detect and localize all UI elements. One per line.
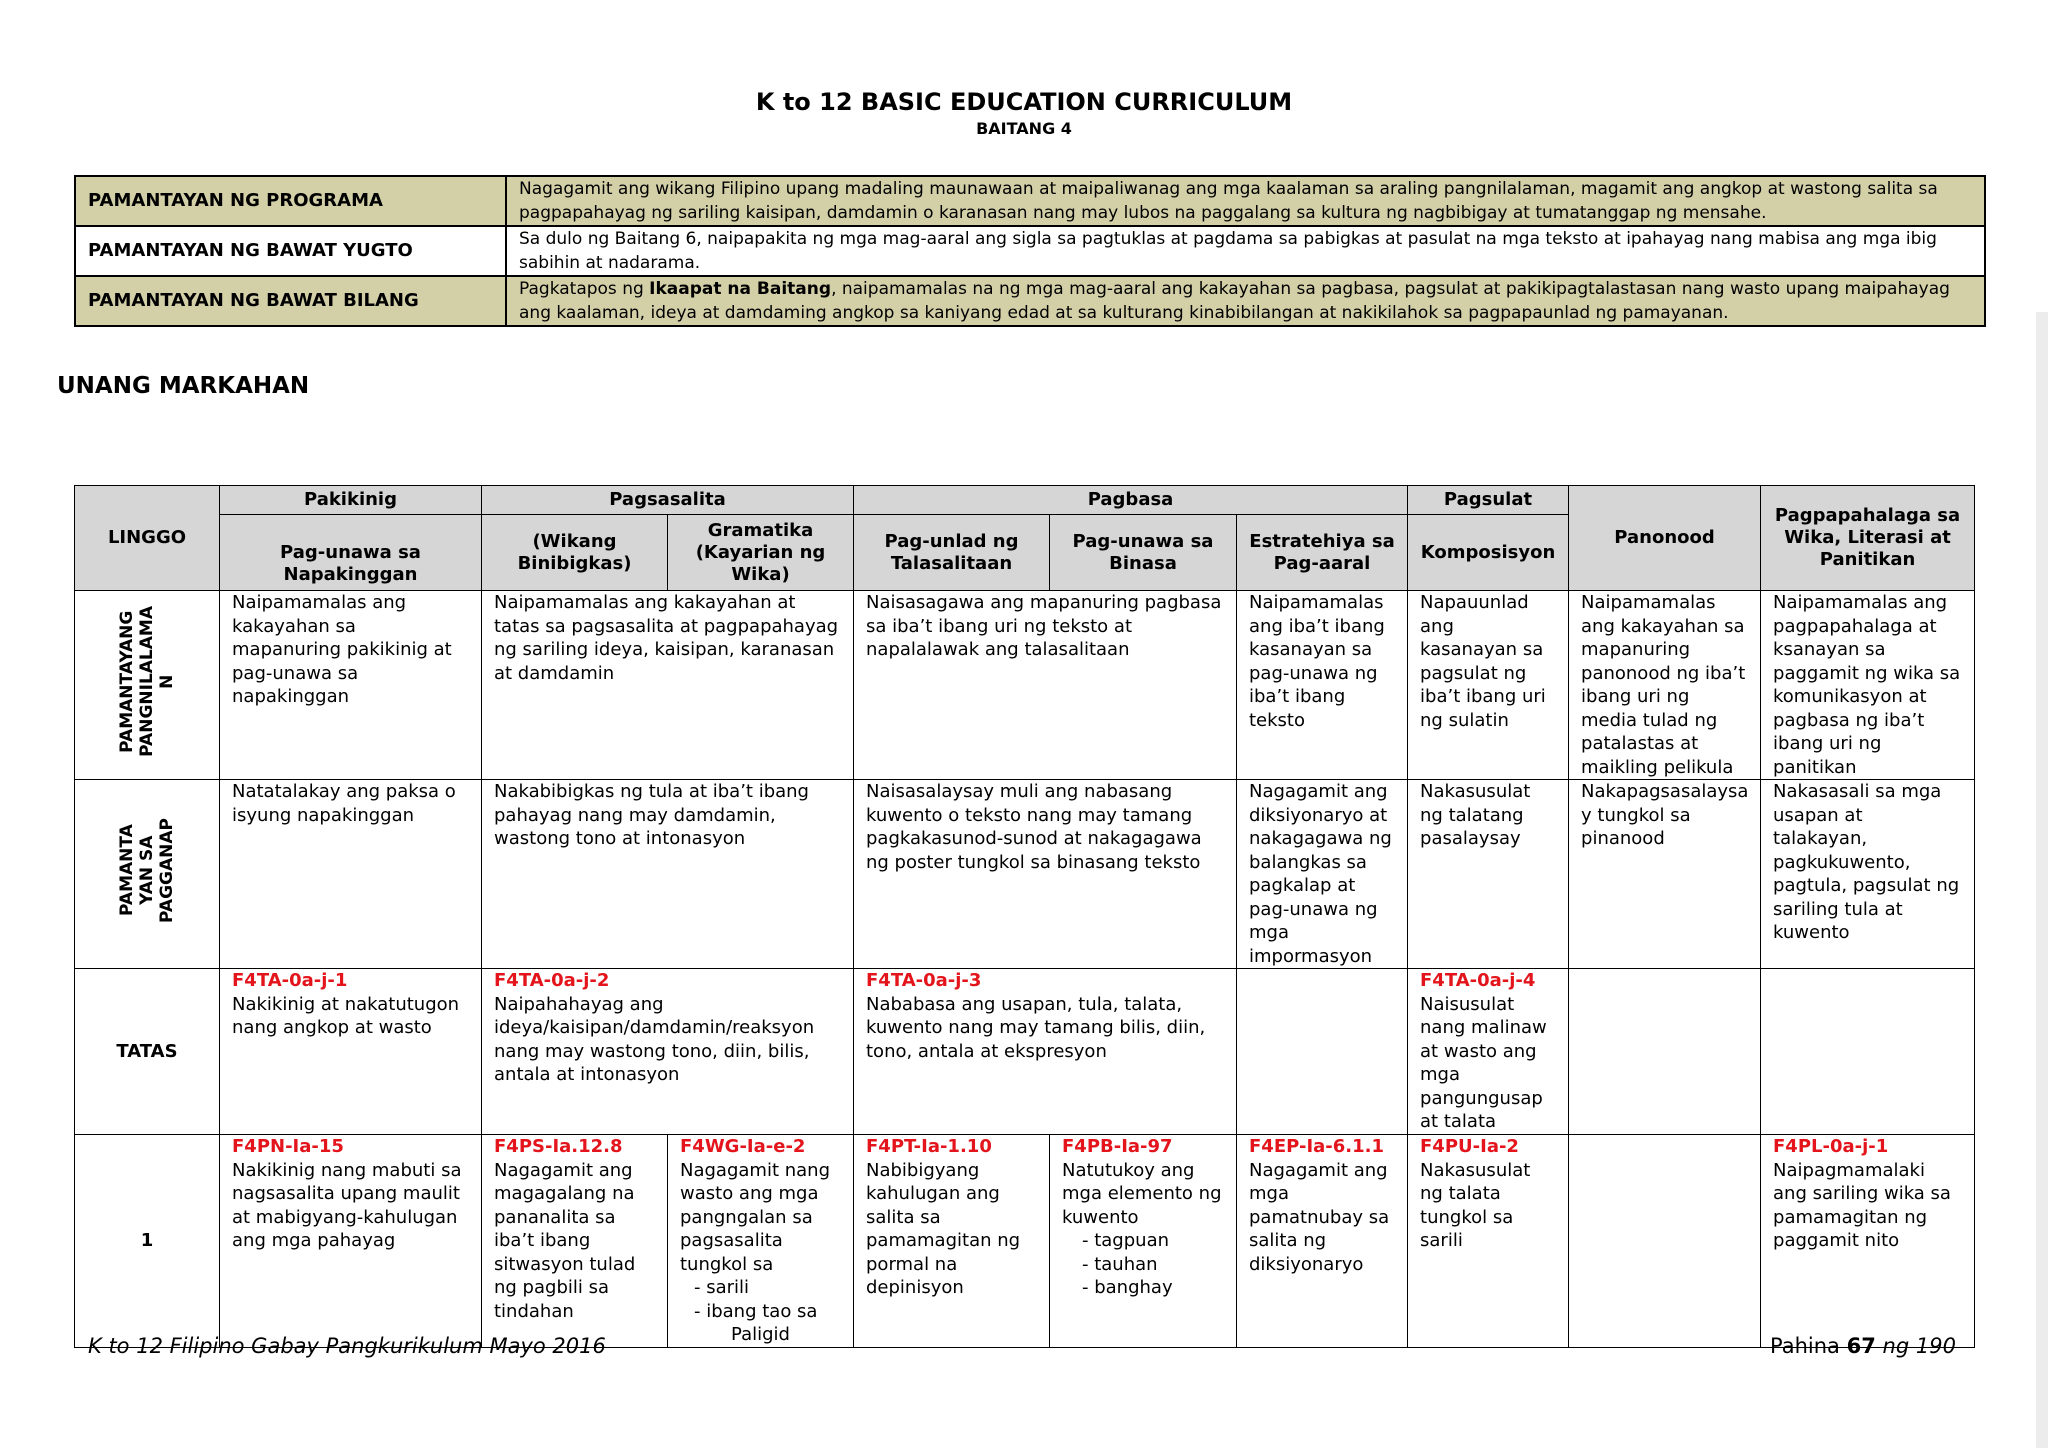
cell-week1-estratehiya: F4EP-Ia-6.1.1 Nagagamit ang mga pamatnubay sa salita ng diksiyonaryo: [1237, 1135, 1408, 1348]
competency-code: F4PB-Ia-97: [1062, 1136, 1173, 1157]
row-tatas: [75, 969, 1975, 1135]
competency-code: F4TA-0a-j-1: [232, 970, 348, 991]
cell-tatas-panonood: [1569, 969, 1761, 1135]
cell-pangnilalaman-pagpapahalaga: Naipamamalas ang pagpapahalaga at ksanayan sa paggamit ng wika sa komunikasyon at pagbasa ng iba’t ibang uri ng panitikan: [1761, 591, 1975, 780]
col-header-pagsasalita: Pagsasalita: [482, 486, 854, 515]
list-item: - banghay: [1082, 1277, 1173, 1298]
cell-week1-binasa: F4PB-Ia-97 Natutukoy ang mga elemento ng kuwento - tagpuan - tauhan - banghay: [1050, 1135, 1237, 1348]
quarter-heading: UNANG MARKAHAN: [57, 373, 310, 399]
cell-pagganap-komposisyon: Nakasusulat ng talatang pasalaysay: [1408, 780, 1569, 969]
list-item: - ibang tao sa: [694, 1300, 818, 1322]
row-label-week: 1: [75, 1135, 220, 1348]
header-row-top: [75, 486, 1975, 515]
standards-row-grade: [75, 276, 1985, 326]
cell-tatas-pagsasalita: F4TA-0a-j-2 Naipahahayag ang ideya/kaisipan/damdamin/reaksyon nang may wastong tono, diin, bilis, antala at intonasyon: [482, 969, 854, 1135]
competency-code: F4EP-Ia-6.1.1: [1249, 1136, 1385, 1157]
cell-week1-napakinggan: F4PN-Ia-15 Nakikinig nang mabuti sa nagsasalita upang maulit at mabigyang-kahulugan ang mga pahayag: [220, 1135, 482, 1348]
standard-label: PAMANTAYAN NG BAWAT YUGTO: [75, 226, 506, 276]
col-header-estratehiya: Estratehiya sa Pag-aaral: [1237, 515, 1408, 591]
cell-week1-wikang-binibigkas: F4PS-Ia.12.8 Nagagamit ang magagalang na pananalita sa iba’t ibang sitwasyon tulad ng pagbili sa tindahan: [482, 1135, 668, 1348]
grade-emphasis: Ikaapat na Baitang: [649, 279, 832, 299]
col-header-pagpapahalaga: Pagpapahalaga sa Wika, Literasi at Panitikan: [1761, 486, 1975, 591]
cell-week1-pagpapahalaga: F4PL-0a-j-1 Naipagmamalaki ang sariling wika sa pamamagitan ng paggamit nito: [1761, 1135, 1975, 1348]
cell-pagganap-pakikinig: Natatalakay ang paksa o isyung napakinggan: [220, 780, 482, 969]
standards-row-program: [75, 176, 1985, 226]
list-item: - sarili: [694, 1277, 750, 1298]
cell-tatas-pagbasa: F4TA-0a-j-3 Nababasa ang usapan, tula, talata, kuwento nang may tamang bilis, diin, tono, antala at ekspresyon: [854, 969, 1237, 1135]
col-header-pakikinig: Pakikinig: [220, 486, 482, 515]
standards-row-stage: [75, 226, 1985, 276]
list-item: - tagpuan: [1082, 1230, 1170, 1251]
competency-code: F4TA-0a-j-4: [1420, 970, 1536, 991]
standard-text: Pagkatapos ng Ikaapat na Baitang, naipamamalas na ng mga mag-aaral ang kakayahan sa pagbasa, pagsulat at pakikipagtalastasan nang wasto upang maipahayag ang kaalaman, ideya at damdaming angkop sa kaniyang edad at sa kulturang kinabibilangan at nakikilahok sa pagpapaunlad ng pamayanan.: [506, 276, 1985, 326]
cell-pangnilalaman-pakikinig: Naipamamalas ang kakayahan sa mapanuring pakikinig at pag-unawa sa napakinggan: [220, 591, 482, 780]
competency-code: F4WG-Ia-e-2: [680, 1136, 806, 1157]
cell-week1-panonood: [1569, 1135, 1761, 1348]
competency-code: F4PU-Ia-2: [1420, 1136, 1519, 1157]
page-edge-shade: [2036, 312, 2048, 1448]
col-header-gramatika: Gramatika (Kayarian ng Wika): [668, 515, 854, 591]
cell-pangnilalaman-komposisyon: Napauunlad ang kasanayan sa pagsulat ng iba’t ibang uri ng sulatin: [1408, 591, 1569, 780]
row-label-pangnilalaman: PAMANTAYANG PANGNILALAMA N: [75, 591, 220, 780]
col-header-pagbasa: Pagbasa: [854, 486, 1408, 515]
col-header-pag-unawa-napakinggan: Pag-unawa sa Napakinggan: [220, 515, 482, 591]
col-header-wikang-binibigkas: (Wikang Binibigkas): [482, 515, 668, 591]
competency-code: F4PL-0a-j-1: [1773, 1136, 1889, 1157]
cell-tatas-komposisyon: F4TA-0a-j-4 Naisusulat nang malinaw at wasto ang mga pangungusap at talata: [1408, 969, 1569, 1135]
grade-level-subtitle: BAITANG 4: [976, 119, 1072, 138]
curriculum-table: [74, 485, 1975, 1348]
standards-table: [74, 175, 1986, 327]
cell-pagganap-panonood: Nakapagsasalaysa y tungkol sa pinanood: [1569, 780, 1761, 969]
standard-text: Nagagamit ang wikang Filipino upang madaling maunawaan at maipaliwanag ang mga kaalaman sa araling pangnilalaman, magamit ang angkop at wastong salita sa pagpapahayag ng sariling kaisipan, damdamin o karanasan nang may lubos na paggalang sa kultura ng nagbibigay at tumatanggap ng mensahe.: [506, 176, 1985, 226]
cell-pangnilalaman-pagbasa: Naisasagawa ang mapanuring pagbasa sa iba’t ibang uri ng teksto at napalalawak ang talasalitaan: [854, 591, 1237, 780]
list-item: - tauhan: [1082, 1253, 1158, 1275]
standard-label: PAMANTAYAN NG PROGRAMA: [75, 176, 506, 226]
row-label-tatas: TATAS: [75, 969, 220, 1135]
cell-pagganap-pagsasalita: Nakabibigkas ng tula at iba’t ibang pahayag nang may damdamin, wastong tono at intonasyon: [482, 780, 854, 969]
document-title: K to 12 BASIC EDUCATION CURRICULUM: [755, 88, 1293, 116]
row-pangnilalaman: [75, 591, 1975, 780]
footer-page-number: Pahina 67 ng 190: [1770, 1334, 1956, 1358]
cell-pagganap-estratehiya: Nagagamit ang diksiyonaryo at nakagagawa ng balangkas sa pagkalap at pag-unawa ng mga impormasyon: [1237, 780, 1408, 969]
standard-text: Sa dulo ng Baitang 6, naipapakita ng mga mag-aaral ang sigla sa pagtuklas at pagdama sa pabigkas at pasulat na mga teksto at ipahayag nang mabisa ang mga ibig sabihin at nadarama.: [506, 226, 1985, 276]
row-week-1: [75, 1135, 1975, 1348]
standard-label: PAMANTAYAN NG BAWAT BILANG: [75, 276, 506, 326]
cell-pangnilalaman-panonood: Naipamamalas ang kakayahan sa mapanuring panonood ng iba’t ibang uri ng media tulad ng patalastas at maikling pelikula: [1569, 591, 1761, 780]
col-header-pagsulat: Pagsulat: [1408, 486, 1569, 515]
cell-tatas-estratehiya: [1237, 969, 1408, 1135]
competency-code: F4PS-Ia.12.8: [494, 1136, 623, 1157]
bullet-list: [680, 1276, 841, 1323]
col-header-komposisyon: Komposisyon: [1408, 515, 1569, 591]
competency-code: F4TA-0a-j-3: [866, 970, 982, 991]
cell-pagganap-pagbasa: Naisasalaysay muli ang nabasang kuwento o teksto nang may tamang pagkakasunod-sunod at nakagagawa ng poster tungkol sa binasang teksto: [854, 780, 1237, 969]
cell-week1-komposisyon: F4PU-Ia-2 Nakasusulat ng talata tungkol sa sarili: [1408, 1135, 1569, 1348]
competency-code: F4PN-Ia-15: [232, 1136, 344, 1157]
cell-week1-talasalitaan: F4PT-Ia-1.10 Nabibigyang kahulugan ang salita sa pamamagitan ng pormal na depinisyon: [854, 1135, 1050, 1348]
cell-pangnilalaman-estratehiya: Naipamamalas ang iba’t ibang kasanayan sa pag-unawa ng iba’t ibang teksto: [1237, 591, 1408, 780]
cell-tatas-pakikinig: F4TA-0a-j-1 Nakikinig at nakatutugon nang angkop at wasto: [220, 969, 482, 1135]
cell-pagganap-pagpapahalaga: Nakasasali sa mga usapan at talakayan, pagkukuwento, pagtula, pagsulat ng sariling tula at kuwento: [1761, 780, 1975, 969]
competency-code: F4PT-Ia-1.10: [866, 1136, 992, 1157]
row-pagganap: [75, 780, 1975, 969]
competency-code: F4TA-0a-j-2: [494, 970, 610, 991]
cell-week1-gramatika: F4WG-Ia-e-2 Nagagamit nang wasto ang mga pangngalan sa pagsasalita tungkol sa - sarili - ibang tao sa Paligid: [668, 1135, 854, 1348]
cell-tatas-pagpapahalaga: [1761, 969, 1975, 1135]
row-label-pagganap: PAMANTA YAN SA PAGGANAP: [75, 780, 220, 969]
col-header-linggo: LINGGO: [75, 486, 220, 591]
footer-document-name: K to 12 Filipino Gabay Pangkurikulum Mayo 2016: [88, 1334, 606, 1358]
col-header-panonood: Panonood: [1569, 486, 1761, 591]
col-header-pag-unawa-binasa: Pag-unawa sa Binasa: [1050, 515, 1237, 591]
bullet-list: [1062, 1229, 1224, 1300]
cell-pangnilalaman-pagsasalita: Naipamamalas ang kakayahan at tatas sa pagsasalita at pagpapahayag ng sariling ideya, kaisipan, karanasan at damdamin: [482, 591, 854, 780]
col-header-talasalitaan: Pag-unlad ng Talasalitaan: [854, 515, 1050, 591]
